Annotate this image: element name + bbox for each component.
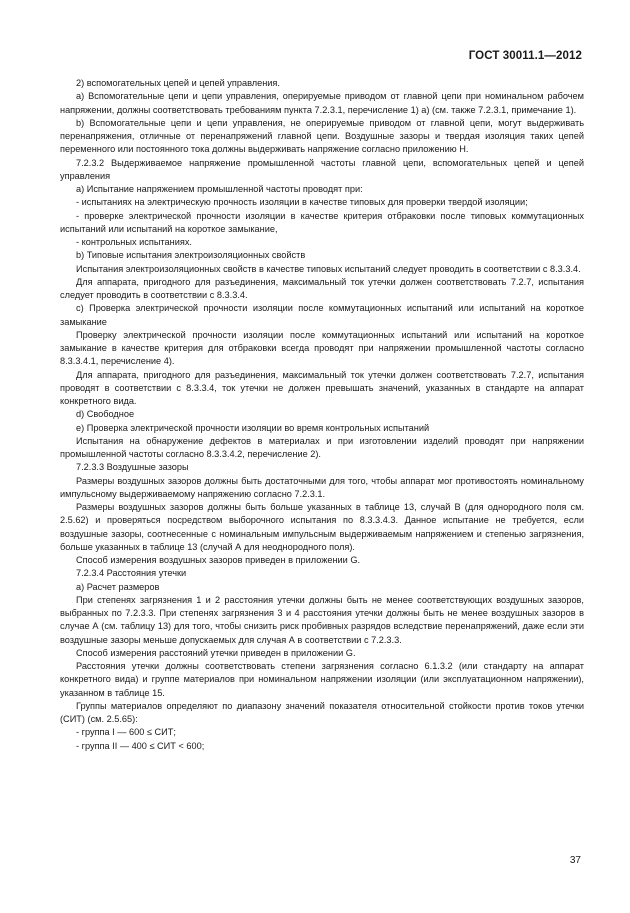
paragraph: При степенях загрязнения 1 и 2 расстояния утечки должны быть не менее соответствующих воздушных зазоров, выбранных по 7.2.3.3. При степенях загрязнения 3 и 4 расстояния утечки должны быть не менее воздушных зазоров в случае А (см. таблицу 13) для того, чтобы снизить риск пробивных разрядов вследствие перенапряжений, даже если эти воздушные зазоры меньше допускаемых для случая А в соответствии с 7.2.3.3. (60, 594, 584, 645)
paragraph: b) Типовые испытания электроизоляционных свойств (76, 250, 306, 261)
list-item: - испытаниях на электрическую прочность изоляции в качестве типовых для проверки твердой изоляции; (76, 197, 528, 208)
paragraph: Для аппарата, пригодного для разъединения, максимальный ток утечки должен соответствовать 7.2.7, испытания следует проводить в соответствии с 8.3.3.4. (60, 276, 584, 300)
list-item: - группа II — 400 ≤ СИТ < 600; (76, 740, 205, 751)
paragraph: Группы материалов определяют по диапазону значений показателя относительной стойкости против токов утечки (СИТ) (см. 2.5.65): (60, 700, 584, 724)
paragraph: Проверку электрической прочности изоляции после коммутационных испытаний или испытаний на короткое замыкание в качестве критерия для отбраковки всегда проводят при напряжении промышленной частоты согласно 8.3.3.4.1, перечисление 4). (60, 329, 584, 367)
paragraph: а) Расчет размеров (76, 581, 160, 592)
section-heading: 7.2.3.4 Расстояния утечки (76, 568, 187, 579)
list-item: - проверке электрической прочности изоляции в качестве критерия отбраковки после типовых коммутационных испытаний или испытаний на короткое замыкание, (60, 210, 584, 234)
paragraph: 2) вспомогательных цепей и цепей управления. (76, 78, 280, 88)
paragraph: Расстояния утечки должны соответствовать степени загрязнения согласно 6.1.3.2 (или стандарту на аппарат конкретного вида) и группе материалов при номинальном напряжении изоляции (или эксплуатационном напряжении), указанном в таблице 15. (60, 661, 584, 698)
document-number: ГОСТ 30011.1—2012 (468, 50, 582, 62)
paragraph: Размеры воздушных зазоров должны быть больше указанных в таблице 13, случай В (для однородного поля см. 2.5.62) и проверяться посредством выборочного испытания по 8.3.3.4.3. Данное испытание не требуется, если воздушные зазоры, соотнесенные с номинальным импульсным выдерживаемым напряжением и степенью загрязнения, больше указанных в таблице 13 (случай А для неоднородного поля). (60, 502, 584, 552)
paragraph: Способ измерения воздушных зазоров приведен в приложении G. (76, 555, 361, 565)
paragraph: b) Вспомогательные цепи и цепи управления, не оперируемые приводом от главной цепи, могут выдерживать перенапряжения, отличные от перенапряжений главной цепи. Воздушные зазоры и твердая изоляция таких цепей переменного или постоянного тока должны выдерживать напряжение согласно приложению Н. (60, 117, 584, 155)
page-number: 37 (569, 855, 581, 866)
list-item: - группа I — 600 ≤ СИТ; (76, 727, 176, 738)
paragraph: d) Свободное (76, 409, 135, 420)
paragraph: Размеры воздушных зазоров должны быть достаточными для того, чтобы аппарат мог противостоять номинальному импульсному выдерживаемому напряжению согласно 7.2.3.1. (60, 475, 584, 499)
paragraph: Для аппарата, пригодного для разъединения, максимальный ток утечки должен соответствовать 7.2.7, испытания проводят в соответствии с 8.3.3.4, ток утечки не должен превышать значений, указанных в стандарте на аппарат конкретного вида. (60, 369, 584, 406)
list-item: - контрольных испытаниях. (76, 237, 192, 247)
section-heading: 7.2.3.3 Воздушные зазоры (76, 462, 189, 473)
paragraph: а) Испытание напряжением промышленной частоты проводят при: (76, 184, 363, 194)
paragraph: Способ измерения расстояний утечки приведен в приложении G. (76, 647, 356, 658)
paragraph: Испытания электроизоляционных свойств в качестве типовых испытаний следует проводить в соответствии с 8.3.3.4. (76, 263, 581, 274)
body-text (60, 77, 584, 753)
paragraph: е) Проверка электрической прочности изоляции во время контрольных испытаний (76, 422, 430, 433)
paragraph: Испытания на обнаружение дефектов в материалах и при изготовлении изделий проводят при напряжении промышленной частоты согласно 8.3.3.4.2, перечисление 2). (60, 435, 584, 459)
section-heading: 7.2.3.2 Выдерживаемое напряжение промышленной частоты главной цепи, вспомогательных цепей и цепей управления (60, 157, 584, 181)
paragraph: с) Проверка электрической прочности изоляции после коммутационных испытаний или испытаний на короткое замыкание (60, 303, 584, 327)
paragraph: а) Вспомогательные цепи и цепи управления, оперируемые приводом от главной цепи при номинальном рабочем напряжении, должны соответствовать требованиям пункта 7.2.3.1, перечисление 1) a) (см. также 7.2.3.1, примечание 1). (60, 91, 584, 115)
